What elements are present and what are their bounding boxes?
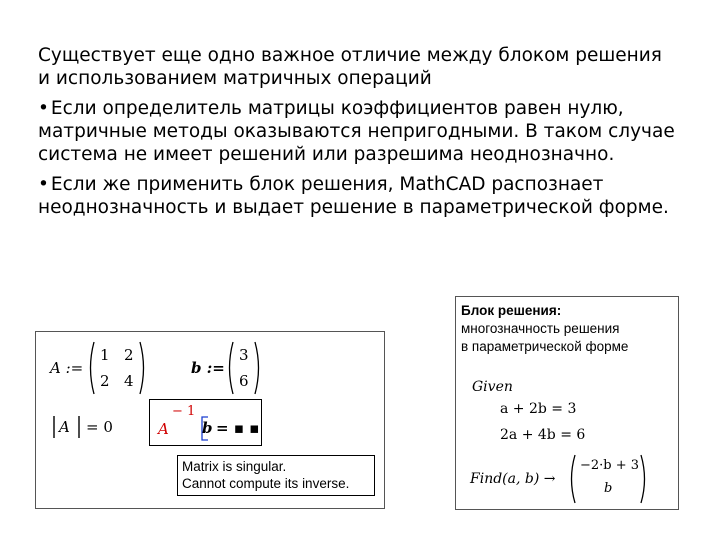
inverse-exponent: − 1 [172, 404, 196, 419]
error-line-1: Matrix is singular. [182, 459, 287, 474]
matrix-brackets-icon [86, 340, 148, 396]
comment-line-1: многозначность решения [461, 321, 620, 336]
result-top-cell: −2·b + 3 [580, 458, 640, 473]
bullet-text-2: Если же применить блок решения, MathCAD распознает неоднозначность и выдает решение в параметрической форме. [38, 174, 669, 218]
vector-b-label: b := [191, 359, 225, 377]
vector-b-cell: 3 [239, 346, 249, 364]
determinant-var: A [59, 418, 70, 436]
matrix-a-cell: 2 [100, 372, 110, 390]
bullet-item-2 [38, 173, 678, 219]
result-vector [568, 453, 648, 505]
mathcad-matrix-panel [35, 331, 385, 509]
matrix-a [86, 340, 148, 396]
slide-text [38, 44, 678, 226]
intro-paragraph: Существует еще одно важное отличие между блоком решения и использованием матричных операций [38, 45, 662, 89]
determinant-result: = 0 [86, 418, 113, 436]
error-line-2: Cannot compute its inverse. [182, 476, 350, 491]
given-keyword: Given [472, 379, 513, 395]
error-tooltip [177, 455, 375, 496]
inverse-b-var: b [202, 419, 213, 437]
bullet-item-1 [38, 97, 678, 166]
matrix-a-cell: 4 [124, 372, 134, 390]
result-bottom-cell: b [604, 481, 613, 496]
comment-line-2: в параметрической форме [461, 339, 629, 354]
inverse-placeholder: = ▪ ▪ [216, 419, 260, 437]
vector-b [226, 340, 262, 396]
inverse-expression-box[interactable] [149, 399, 262, 446]
equation-1: a + 2b = 3 [500, 401, 577, 417]
vector-b-cell: 6 [239, 372, 249, 390]
inverse-var: A [158, 420, 169, 438]
bullet-text-1: Если определитель матрицы коэффициентов равен нулю, матричные методы оказываются непригодными. В таком случае система не имеет решений или разрешима неоднозначно. [38, 98, 675, 165]
matrix-a-cell: 1 [100, 346, 110, 364]
equation-2: 2a + 4b = 6 [500, 427, 586, 443]
block-title: Блок решения: [461, 303, 562, 318]
matrix-a-cell: 2 [124, 346, 134, 364]
mathcad-solve-block-panel [455, 296, 679, 510]
find-expression: Find(a, b) → [470, 471, 556, 487]
matrix-a-label: A := [50, 359, 84, 377]
